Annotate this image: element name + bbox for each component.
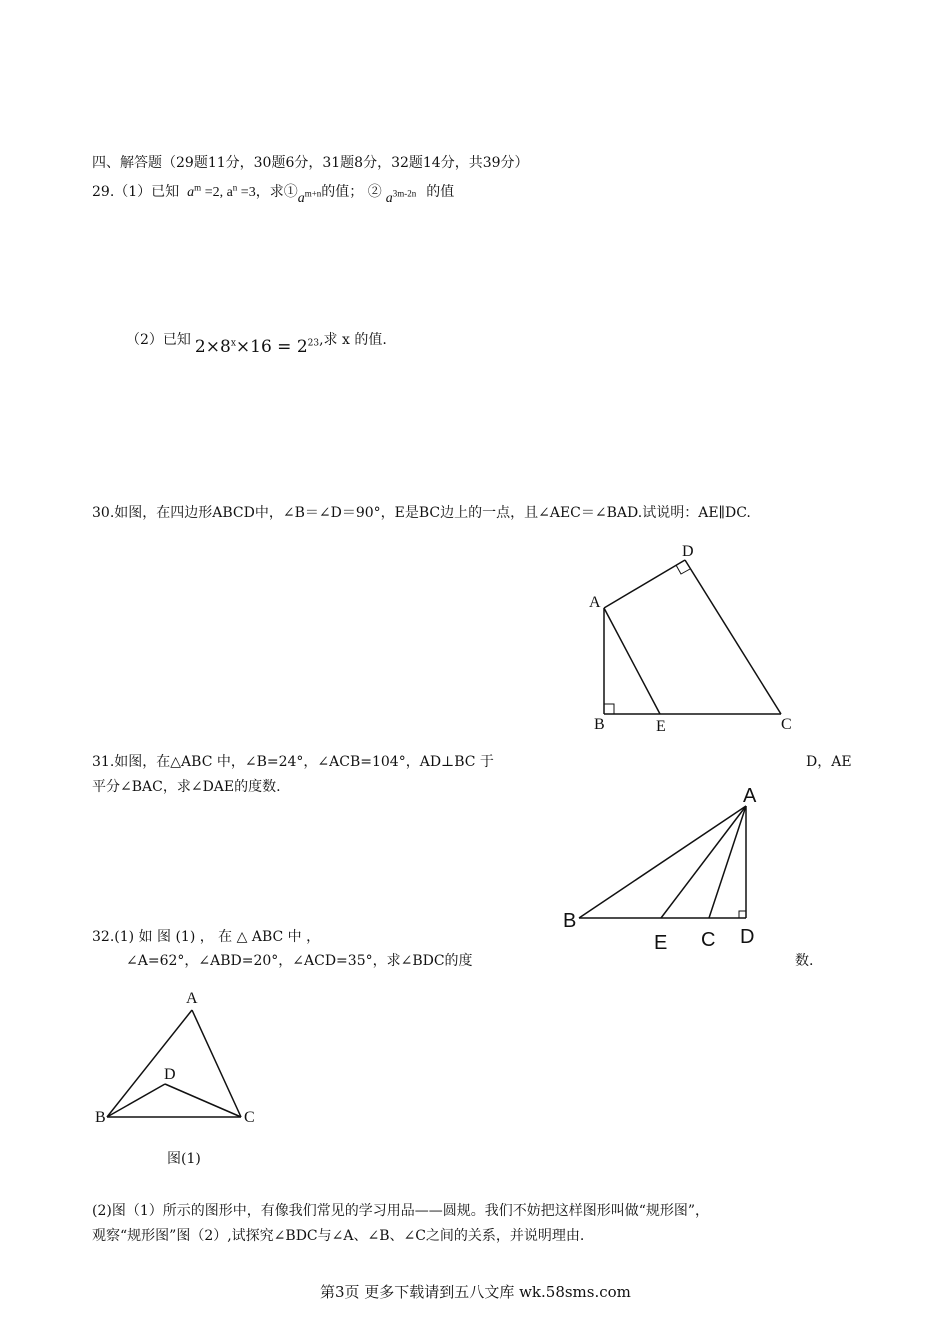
q29-part2 <box>126 329 387 357</box>
q32-side-ab <box>107 1010 192 1117</box>
q30-side-dc <box>685 560 781 714</box>
q31-label-e: E <box>654 932 668 954</box>
q31-label-d: D <box>740 926 755 948</box>
q32-label-d: D <box>164 1066 176 1083</box>
q31-figure <box>560 780 770 955</box>
q29-ask3: 的值 <box>426 184 455 200</box>
q30-right-angle-d <box>676 565 690 574</box>
q30-text: 30.如图，在四边形ABCD中，∠B＝∠D＝90°，E是BC边上的一点，且∠AEC＝∠BAD.试说明：AE∥DC. <box>92 505 751 521</box>
q29-p1-prefix: 29.（1）已知 <box>92 184 180 200</box>
q32-label-b: B <box>95 1109 106 1126</box>
q29-p2-prefix: （2）已知 <box>126 332 191 348</box>
q32-segment-bd <box>107 1084 165 1117</box>
section-title: 四、解答题（29题11分，30题6分，31题8分，32题14分，共39分） <box>92 155 529 171</box>
q29-expr1: $a^m =2$, $a^n =3$ <box>187 182 256 200</box>
q31-side-ac <box>709 806 746 918</box>
q29-expr-3m2n: $a^{3m-2n}$ <box>385 188 417 206</box>
q30-figure <box>585 540 800 740</box>
q30-label-a: A <box>589 594 601 611</box>
q29-part1 <box>92 181 455 206</box>
q32-line1: 32.(1) 如 图 (1) ， 在 △ ABC 中 ， <box>92 929 321 945</box>
q30-label-c: C <box>781 716 792 733</box>
q32-part2-line2: 观察“规形图”图（2）,试探究∠BDC与∠A、∠B、∠C之间的关系，并说明理由. <box>92 1228 585 1244</box>
q30-label-e: E <box>656 718 666 735</box>
q31-line2: 平分∠BAC，求∠DAE的度数. <box>92 779 281 795</box>
q32-figure-caption: 图(1) <box>167 1151 201 1167</box>
q29-expr-mn: $a^{m+n}$ <box>297 188 322 206</box>
q32-label-c: C <box>244 1109 255 1126</box>
q29-ask: ，求① <box>255 184 298 200</box>
q29-p2-expr: $2\times 8^x\times 16 = 2^{23}$ <box>194 337 320 357</box>
q30-segment-ae <box>604 608 660 714</box>
q32-line2: ∠A=62°，∠ABD=20°，∠ACD=35°，求∠BDC的度 <box>126 953 473 969</box>
q32-part2-line1: (2)图（1）所示的图形中，有像我们常见的学习用品——圆规。我们不妨把这样图形叫做“规形图”， <box>92 1203 710 1219</box>
q31-line1-left: 31.如图，在△ABC 中，∠B=24°，∠ACB=104°，AD⊥BC 于 <box>92 754 494 770</box>
q32-side-ac <box>192 1010 241 1117</box>
q31-side-ab <box>579 806 746 918</box>
q30-label-d: D <box>682 543 694 560</box>
q30-right-angle-b <box>604 704 614 714</box>
q31-line1-right: D，AE <box>806 754 852 770</box>
q32-figure <box>92 985 267 1130</box>
q31-bisector-ae <box>661 806 746 918</box>
q31-label-c: C <box>701 929 716 951</box>
q32-line2-right: 数. <box>795 953 814 969</box>
q30-side-ad <box>604 560 685 608</box>
q30-label-b: B <box>594 716 605 733</box>
q31-label-b: B <box>563 910 577 932</box>
q31-right-angle-d <box>739 911 746 918</box>
q32-segment-dc <box>165 1084 241 1117</box>
q29-p2-ask: ,求 x 的值. <box>319 332 387 348</box>
page-footer: 第3页 更多下载请到五八文库 wk.58sms.com <box>320 1283 631 1301</box>
q31-label-a: A <box>743 785 757 807</box>
q29-ask2: 的值； ② <box>321 184 382 200</box>
q32-label-a: A <box>186 990 198 1007</box>
